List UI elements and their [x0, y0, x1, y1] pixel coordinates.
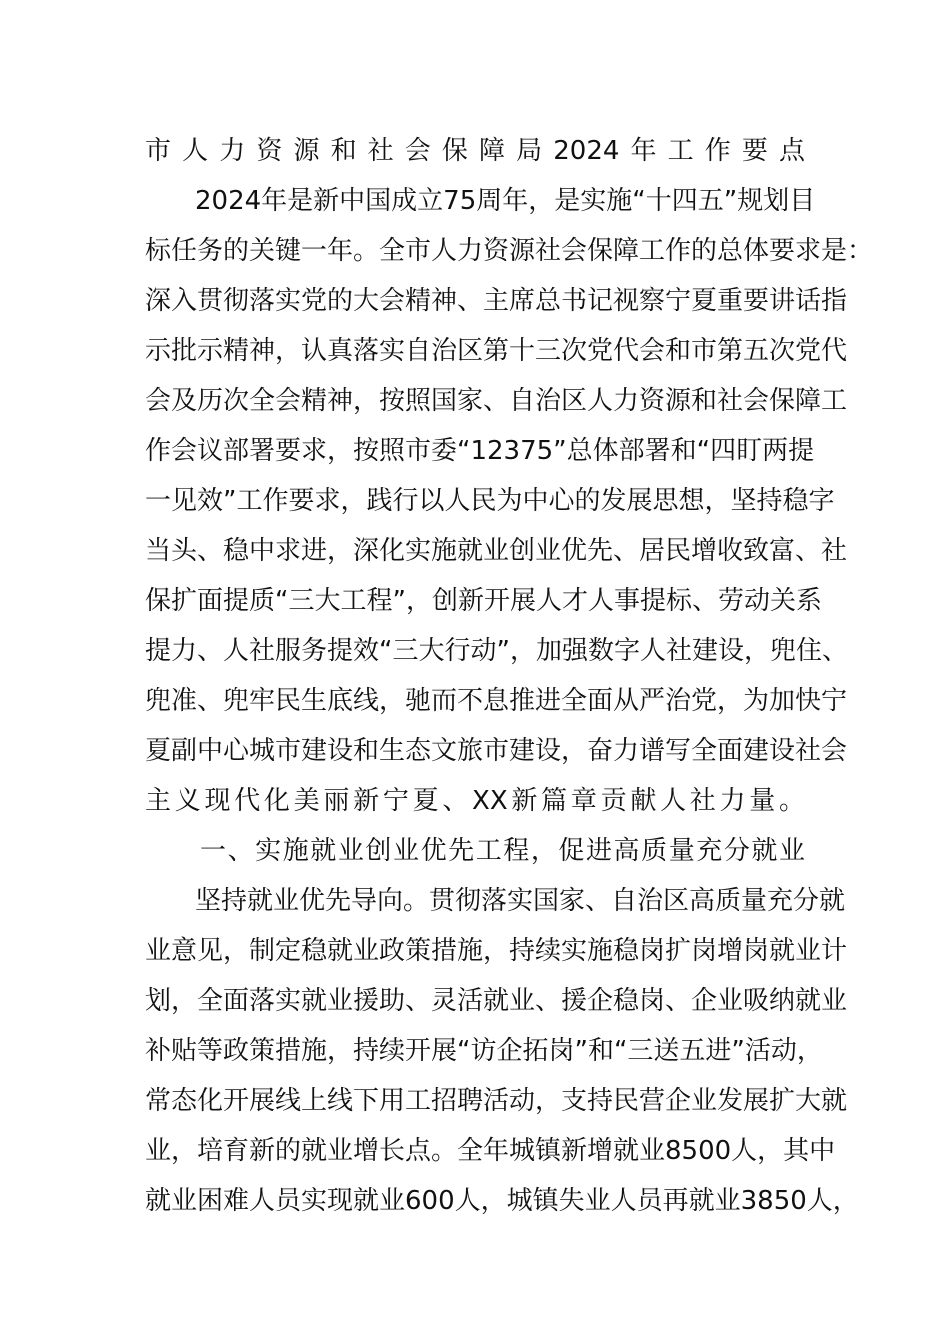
paragraph-line: 主义现代化美丽新宁夏、XX新篇章贡献人社力量。	[145, 786, 805, 816]
paragraph-line: 补贴等政策措施，持续开展“访企拓岗”和“三送五进”活动，	[145, 1036, 823, 1066]
paragraph-line: 一见效”工作要求，践行以人民为中心的发展思想，坚持稳字	[145, 486, 835, 516]
paragraph-line: 业，培育新的就业增长点。全年城镇新增就业8500人，其中	[145, 1136, 836, 1166]
paragraph-line: 作会议部署要求，按照市委“12375”总体部署和“四盯两提	[145, 436, 815, 466]
paragraph-line: 会及历次全会精神，按照国家、自治区人力资源和社会保障工	[145, 386, 848, 416]
paragraph-line: 业意见，制定稳就业政策措施，持续实施稳岗扩岗增岗就业计	[145, 936, 848, 966]
paragraph-line: 标任务的关键一年。全市人力资源社会保障工作的总体要求是：	[145, 236, 874, 266]
paragraph-line: 保扩面提质“三大工程”，创新开展人才人事提标、劳动关系	[145, 586, 822, 616]
paragraph-line: 坚持就业优先导向。贯彻落实国家、自治区高质量充分就	[195, 886, 846, 916]
paragraph-line: 提力、人社服务提效“三大行动”，加强数字人社建设，兜住、	[145, 636, 848, 666]
paragraph-line: 2024年是新中国成立75周年，是实施“十四五”规划目	[195, 186, 816, 216]
paragraph-line: 夏副中心城市建设和生态文旅市建设，奋力谱写全面建设社会	[145, 736, 848, 766]
document-title: 市人力资源和社会保障局2024年工作要点	[145, 136, 805, 166]
paragraph-line: 兜准、兜牢民生底线，驰而不息推进全面从严治党，为加快宁	[145, 686, 848, 716]
paragraph-line: 深入贯彻落实党的大会精神、主席总书记视察宁夏重要讲话指	[145, 286, 848, 316]
paragraph-line: 常态化开展线上线下用工招聘活动，支持民营企业发展扩大就	[145, 1086, 848, 1116]
paragraph-line: 划，全面落实就业援助、灵活就业、援企稳岗、企业吸纳就业	[145, 986, 848, 1016]
section-heading: 一、实施就业创业优先工程，促进高质量充分就业	[200, 836, 805, 866]
paragraph-line: 示批示精神，认真落实自治区第十三次党代会和市第五次党代	[145, 336, 848, 366]
paragraph-line: 当头、稳中求进，深化实施就业创业优先、居民增收致富、社	[145, 536, 848, 566]
paragraph-line: 就业困难人员实现就业600人，城镇失业人员再就业3850人，	[145, 1186, 859, 1216]
